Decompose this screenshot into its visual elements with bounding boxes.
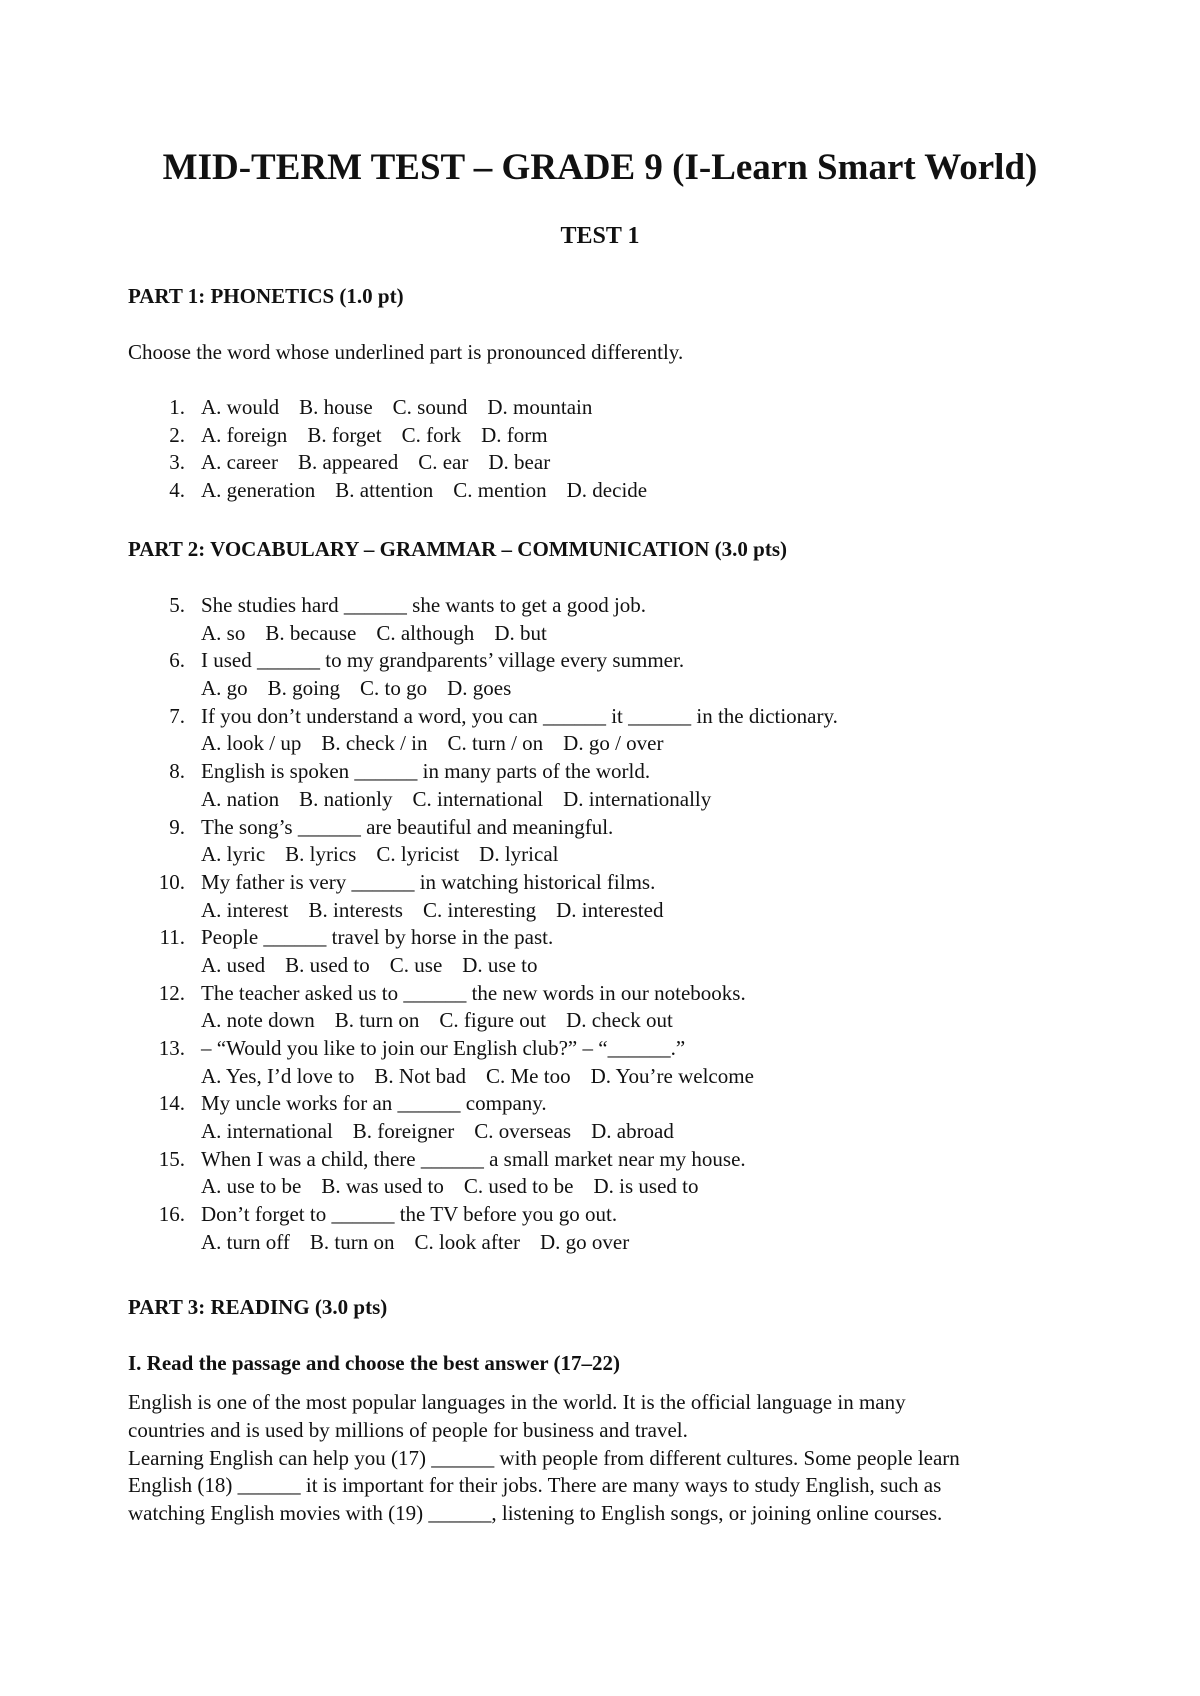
question-number: 6. (169, 648, 185, 673)
part2-heading: PART 2: VOCABULARY – GRAMMAR – COMMUNICATION (3.0 pts) (128, 537, 787, 561)
question-number: 14. (158, 1091, 185, 1116)
option-a: A. used (201, 952, 266, 977)
question-16-stem (0, 1201, 1200, 1229)
question-options (201, 620, 567, 648)
option-a: A. would (201, 395, 280, 419)
question-stem: The song’s ______ are beautiful and meaningful. (201, 814, 614, 839)
question-8-stem (0, 758, 1200, 786)
passage-line: Learning English can help you (17) ______ with people from different cultures. Some people learn (128, 1445, 960, 1470)
question-2 (0, 422, 1200, 450)
option-b: B. forget (307, 422, 382, 447)
option-c: C. fork (401, 422, 462, 447)
option-b: B. turn on (334, 1008, 420, 1033)
option-d: D. interested (556, 897, 664, 922)
option-b: B. turn on (309, 1229, 395, 1254)
option-c: C. ear (418, 450, 469, 475)
question-10-stem (0, 869, 1200, 897)
option-a: A. nation (201, 786, 280, 811)
option-a: A. international (201, 1119, 333, 1144)
part3-subheading: I. Read the passage and choose the best answer (17–22) (128, 1351, 620, 1375)
question-6-stem (0, 647, 1200, 675)
question-number: 16. (158, 1202, 185, 1227)
question-stem: When I was a child, there ______ a small market near my house. (201, 1146, 746, 1171)
question-options (201, 897, 683, 925)
question-options (201, 841, 578, 869)
option-b: B. appeared (297, 450, 399, 475)
option-b: B. used to (285, 952, 370, 977)
passage-line: watching English movies with (19) ______, listening to English songs, or joining online courses. (128, 1501, 943, 1526)
question-10-options (0, 897, 1200, 925)
option-d: D. go over (540, 1229, 630, 1254)
question-options (201, 675, 531, 703)
question-5-stem (0, 592, 1200, 620)
option-a: A. go (201, 676, 248, 701)
question-7-stem (0, 703, 1200, 731)
question-number: 2. (169, 422, 185, 447)
option-b: B. interests (308, 897, 403, 922)
question-number: 7. (169, 703, 185, 728)
question-options (201, 449, 570, 477)
question-options (201, 1229, 649, 1257)
option-b: B. check / in (321, 731, 428, 756)
question-number: 9. (169, 814, 185, 839)
question-number: 12. (158, 980, 185, 1005)
option-d: D. lyrical (479, 842, 559, 867)
question-options (201, 730, 683, 758)
question-options (201, 786, 731, 814)
option-b: B. house (299, 395, 373, 419)
passage-line: English is one of the most popular languages in the world. It is the official language in many (128, 1390, 906, 1414)
option-c: C. use (389, 952, 443, 977)
question-stem: I used ______ to my grandparents’ village every summer. (201, 648, 685, 673)
option-c: C. used to be (463, 1174, 574, 1199)
option-d: D. go / over (563, 731, 664, 756)
question-5-options (0, 620, 1200, 648)
question-options (201, 952, 558, 980)
option-d: D. You’re welcome (590, 1063, 754, 1088)
question-number: 15. (158, 1146, 185, 1171)
question-13-stem (0, 1035, 1200, 1063)
part1-question-list (0, 394, 1200, 505)
part2-question-list (0, 592, 1200, 1257)
question-stem: The teacher asked us to ______ the new words in our notebooks. (201, 980, 746, 1005)
option-d: D. bear (488, 450, 551, 475)
page-title: MID-TERM TEST – GRADE 9 (I-Learn Smart World) (162, 147, 1038, 188)
option-b: B. nationly (299, 786, 393, 811)
option-a: A. foreign (201, 422, 288, 447)
option-d: D. check out (566, 1008, 673, 1033)
option-a: A. lyric (201, 842, 266, 867)
question-14-options (0, 1118, 1200, 1146)
option-a: A. note down (201, 1008, 315, 1033)
option-c: C. overseas (474, 1119, 572, 1144)
option-b: B. because (265, 620, 357, 645)
question-3 (0, 449, 1200, 477)
option-c: C. figure out (439, 1008, 547, 1033)
question-16-options (0, 1229, 1200, 1257)
question-options (201, 477, 667, 505)
question-11-options (0, 952, 1200, 980)
question-number: 5. (169, 593, 185, 617)
option-c: C. Me too (486, 1063, 571, 1088)
question-15-stem (0, 1146, 1200, 1174)
option-c: C. lyricist (376, 842, 460, 867)
question-stem: Don’t forget to ______ the TV before you go out. (201, 1202, 618, 1227)
question-options (201, 1007, 693, 1035)
option-c: C. sound (392, 395, 468, 419)
part1-instruction: Choose the word whose underlined part is pronounced differently. (128, 340, 684, 364)
option-c: C. international (412, 786, 544, 811)
part3-heading: PART 3: READING (3.0 pts) (128, 1295, 388, 1319)
option-a: A. career (201, 450, 278, 475)
test-label: TEST 1 (560, 223, 640, 249)
passage-line: English (18) ______ it is important for their jobs. There are many ways to study English, such as (128, 1473, 942, 1498)
question-11-stem (0, 924, 1200, 952)
question-number: 1. (169, 395, 185, 419)
option-a: A. so (201, 620, 246, 645)
question-number: 8. (169, 759, 185, 784)
question-number: 13. (158, 1036, 185, 1060)
question-number: 11. (159, 925, 185, 950)
option-b: B. attention (335, 478, 434, 503)
question-6-options (0, 675, 1200, 703)
option-d: D. internationally (563, 786, 712, 811)
option-b: B. lyrics (285, 842, 357, 867)
option-a: A. Yes, I’d love to (201, 1063, 355, 1088)
question-8-options (0, 786, 1200, 814)
option-d: D. is used to (593, 1174, 699, 1199)
question-stem: If you don’t understand a word, you can ______ it ______ in the dictionary. (201, 703, 838, 728)
passage-line: countries and is used by millions of people for business and travel. (128, 1417, 688, 1442)
question-stem: My uncle works for an ______ company. (201, 1091, 547, 1116)
option-d: D. abroad (591, 1119, 674, 1144)
option-d: D. but (494, 620, 547, 645)
question-9-stem (0, 814, 1200, 842)
option-d: D. form (481, 422, 548, 447)
option-d: D. use to (462, 952, 538, 977)
option-c: C. interesting (422, 897, 537, 922)
question-stem: – “Would you like to join our English club?” – “______.” (201, 1036, 686, 1060)
question-12-stem (0, 980, 1200, 1008)
question-stem: People ______ travel by horse in the past. (201, 925, 554, 950)
option-d: D. decide (566, 478, 648, 503)
option-a: A. turn off (201, 1229, 290, 1254)
option-c: C. look after (414, 1229, 521, 1254)
question-15-options (0, 1173, 1200, 1201)
question-options (201, 1173, 718, 1201)
question-9-options (0, 841, 1200, 869)
question-number: 10. (158, 869, 185, 894)
option-d: D. mountain (487, 395, 593, 419)
question-stem: English is spoken ______ in many parts of the world. (201, 759, 651, 784)
option-d: D. goes (447, 676, 512, 701)
question-stem: She studies hard ______ she wants to get a good job. (201, 593, 647, 617)
option-a: A. interest (201, 897, 289, 922)
option-b: B. foreigner (352, 1119, 455, 1144)
option-c: C. turn / on (447, 731, 544, 756)
question-4 (0, 477, 1200, 505)
question-1 (0, 394, 1200, 422)
option-c: C. although (376, 620, 475, 645)
question-13-options (0, 1063, 1200, 1091)
question-14-stem (0, 1090, 1200, 1118)
option-b: B. going (267, 676, 341, 701)
option-a: A. look / up (201, 731, 302, 756)
option-a: A. use to be (201, 1174, 302, 1199)
question-options (201, 422, 568, 450)
question-stem: My father is very ______ in watching historical films. (201, 869, 656, 894)
question-7-options (0, 730, 1200, 758)
part1-heading: PART 1: PHONETICS (1.0 pt) (128, 284, 404, 308)
reading-passage (128, 1389, 1088, 1528)
option-c: C. to go (360, 676, 428, 701)
option-a: A. generation (201, 478, 316, 503)
option-b: B. Not bad (374, 1063, 466, 1088)
question-number: 4. (169, 478, 185, 503)
option-c: C. mention (453, 478, 547, 503)
question-options (201, 394, 612, 422)
question-options (201, 1063, 774, 1091)
option-b: B. was used to (321, 1174, 444, 1199)
question-12-options (0, 1007, 1200, 1035)
question-number: 3. (169, 450, 185, 475)
question-options (201, 1118, 694, 1146)
